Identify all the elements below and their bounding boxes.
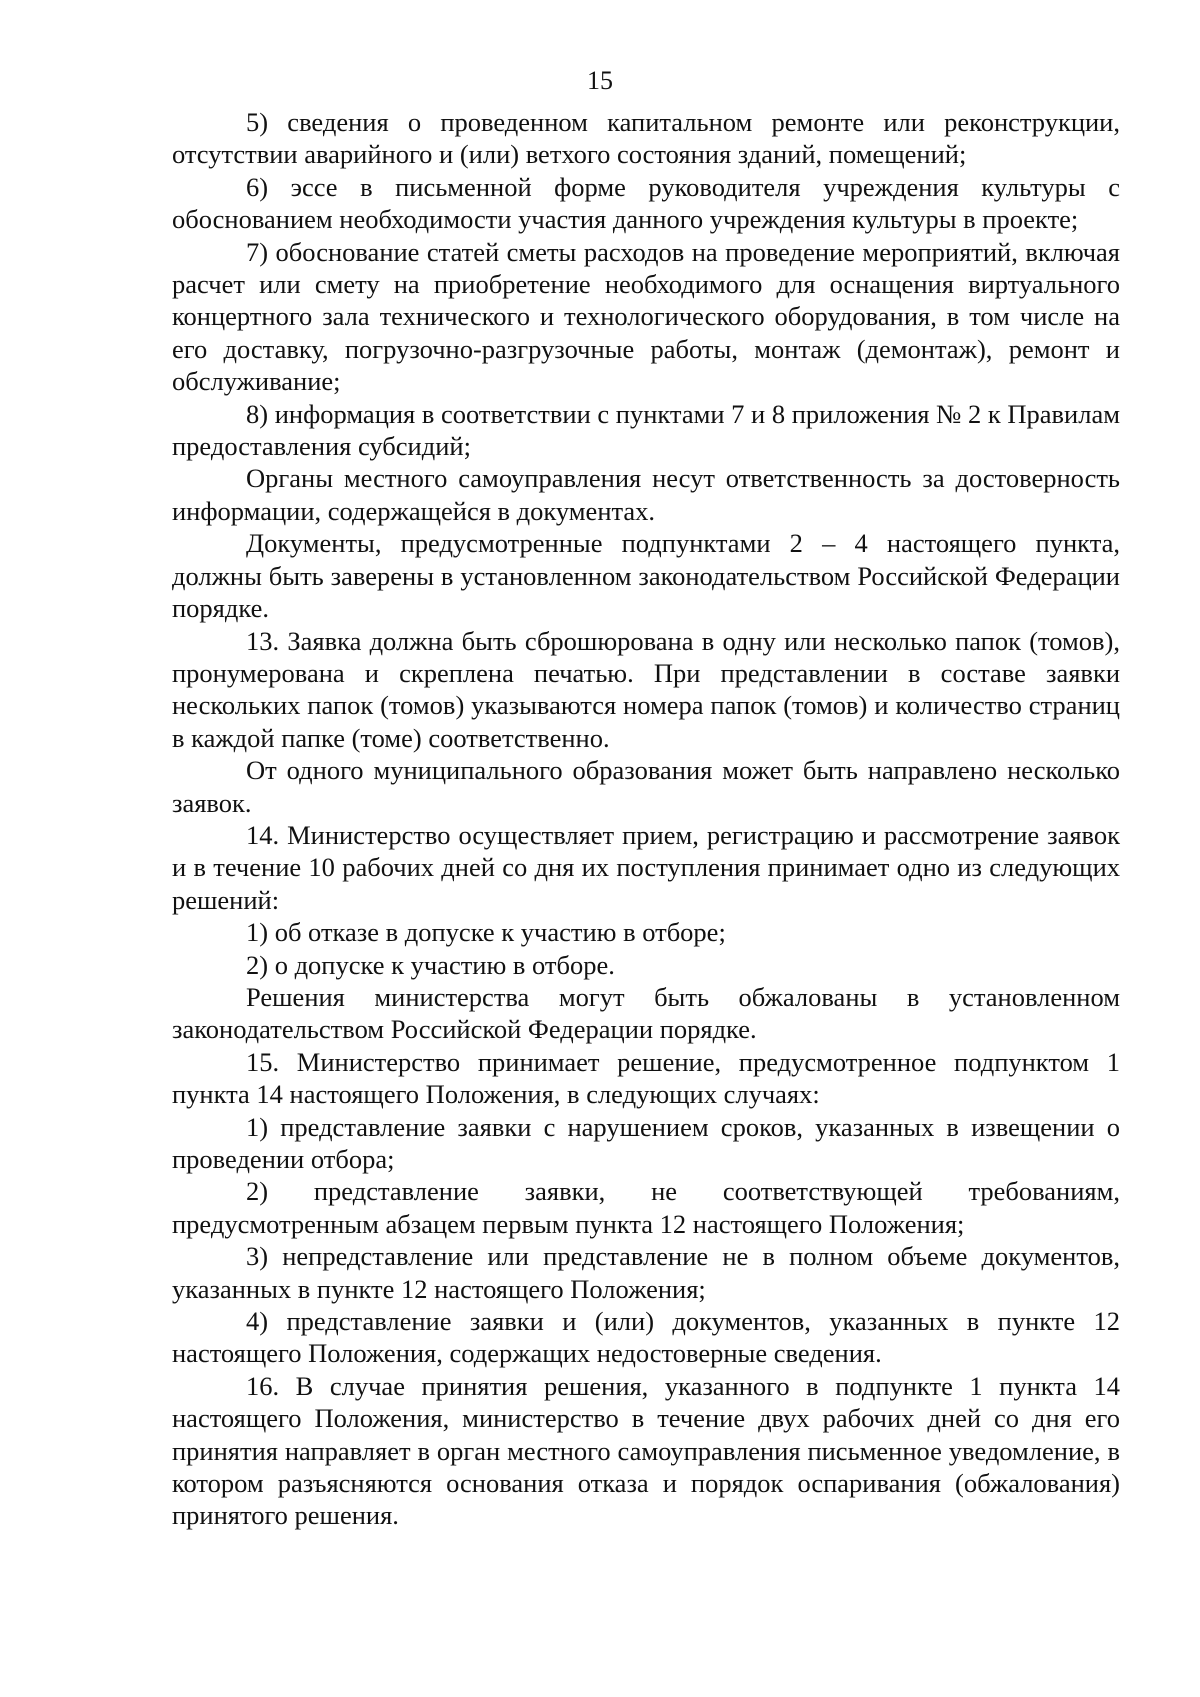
paragraph-item-5: 5) сведения о проведенном капитальном ремонте или реконструкции, отсутствии аварийного и (или) ветхого состояния зданий, помещений; xyxy=(172,107,1120,170)
paragraph-item-8: 8) информация в соответствии с пунктами 7 и 8 приложения № 2 к Правилам предоставления субсидий; xyxy=(172,398,1120,462)
paragraph-clause-13: 13. Заявка должна быть сброшюрована в одну или несколько папок (томов), пронумерована и скреплена печатью. При представлении в составе заявки нескольких папок (томов) указываются номера папок (томов) и количество страниц в каждой папке (томе) соответственно. xyxy=(172,625,1120,753)
paragraph-case-3: 3) непредставление или представление не в полном объеме документов, указанных в пункте 12 настоящего Положения; xyxy=(172,1241,1120,1304)
paragraph-decision-1: 1) об отказе в допуске к участию в отборе; xyxy=(246,917,726,948)
paragraph-appeal: Решения министерства могут быть обжалованы в установленном законодательством Российской Федерации порядке. xyxy=(172,981,1120,1045)
paragraph-clause-15: 15. Министерство принимает решение, предусмотренное подпунктом 1 пункта 14 настоящего Положения, в следующих случаях: xyxy=(172,1046,1120,1110)
paragraph-case-1: 1) представление заявки с нарушением сроков, указанных в извещении о проведении отбора; xyxy=(172,1111,1120,1174)
paragraph-item-7: 7) обоснование статей сметы расходов на проведение мероприятий, включая расчет или смету на приобретение необходимого для оснащения виртуального концертного зала технического и технологического оборудования, в том числе на его доставку, погрузочно-разгрузочные работы, монтаж (демонтаж), ремонт и обслуживание; xyxy=(172,236,1120,397)
paragraph-decision-2: 2) о допуске к участию в отборе. xyxy=(246,949,615,980)
paragraph-documents-certification: Документы, предусмотренные подпунктами 2 – 4 настоящего пункта, должны быть заверены в установленном законодательством Российской Федерации порядке. xyxy=(172,528,1120,624)
paragraph-clause-16: 16. В случае принятия решения, указанного в подпункте 1 пункта 14 настоящего Положения, министерство в течение двух рабочих дней со дня его принятия направляет в орган местного самоуправления письменное уведомление, в котором разъясняются основания отказа и порядок оспаривания (обжалования) принятого решения. xyxy=(172,1370,1120,1531)
page-number: 15 xyxy=(587,66,613,95)
paragraph-multiple-applications: От одного муниципального образования может быть направлено несколько заявок. xyxy=(172,755,1120,818)
paragraph-item-6: 6) эссе в письменной форме руководителя учреждения культуры с обоснованием необходимости участия данного учреждения культуры в проекте; xyxy=(172,171,1120,235)
paragraph-case-4: 4) представление заявки и (или) документов, указанных в пункте 12 настоящего Положения, содержащих недостоверные сведения. xyxy=(172,1306,1120,1369)
paragraph-clause-14: 14. Министерство осуществляет прием, регистрацию и рассмотрение заявок и в течение 10 рабочих дней со дня их поступления принимает одно из следующих решений: xyxy=(172,819,1120,915)
paragraph-case-2: 2) представление заявки, не соответствующей требованиям, предусмотренным абзацем первым пункта 12 настоящего Положения; xyxy=(172,1176,1120,1239)
paragraph-responsibility: Органы местного самоуправления несут ответственность за достоверность информации, содержащейся в документах. xyxy=(172,463,1120,526)
document-body xyxy=(172,106,1120,1532)
